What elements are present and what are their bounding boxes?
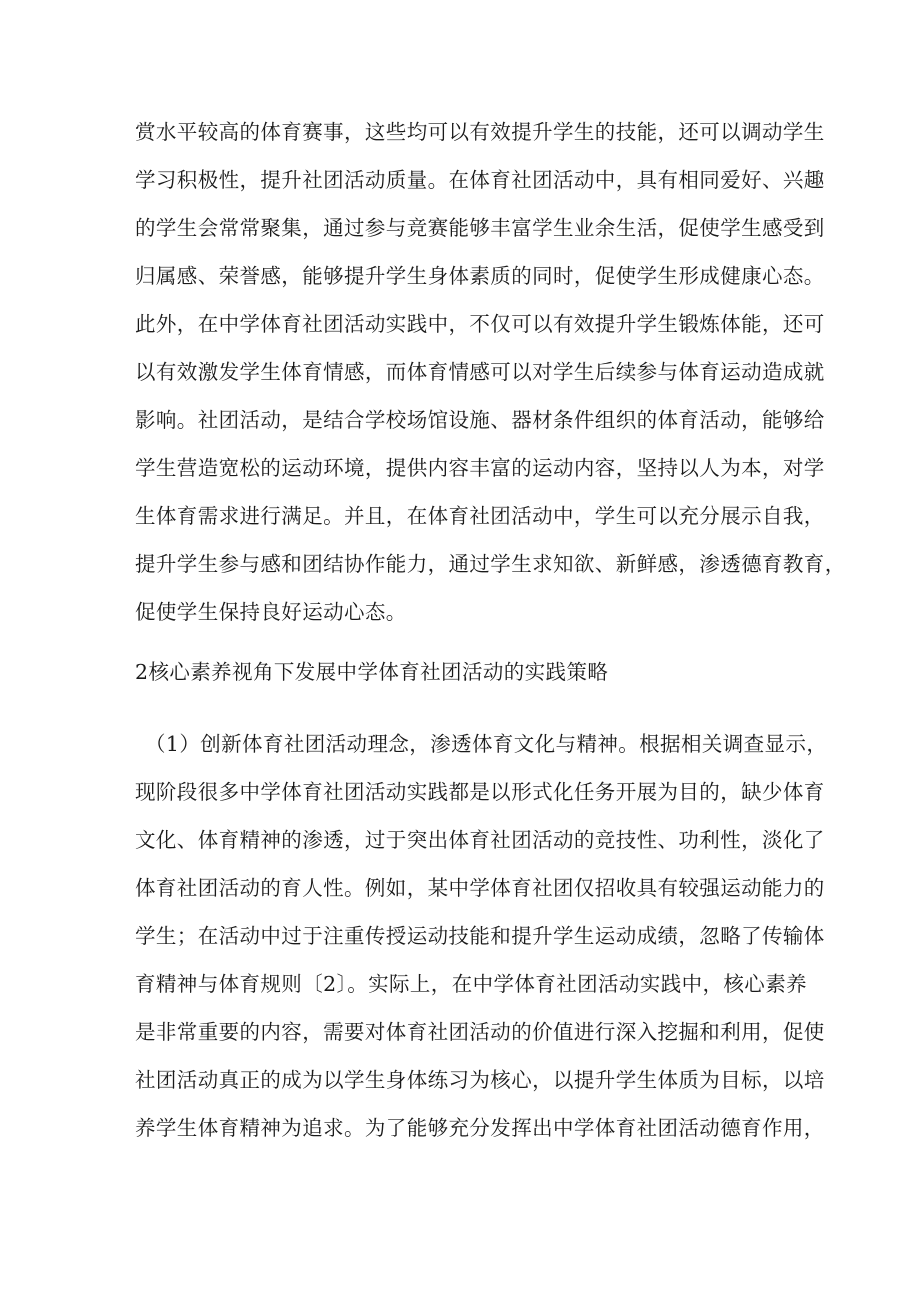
paragraph1-line: 促使学生保持良好运动心态。 [135,600,407,624]
paragraph2-line: 学生；在活动中过于注重传授运动技能和提升学生运动成绩，忽略了传输体 [135,924,825,948]
paragraph1-line: 提升学生参与感和团结协作能力，通过学生求知欲、新鲜感，渗透德育教育， [135,552,846,576]
paragraph1-line: 学习积极性，提升社团活动质量。在体育社团活动中，具有相同爱好、兴趣 [135,168,825,192]
paragraph2-line: 养学生体育精神为追求。为了能够充分发挥出中学体育社团活动德育作用， [135,1116,825,1140]
paragraph1-line: 学生营造宽松的运动环境，提供内容丰富的运动内容，坚持以人为本，对学 [135,456,825,480]
paragraph1-line: 赏水平较高的体育赛事，这些均可以有效提升学生的技能，还可以调动学生 [135,120,825,144]
paragraph2-line: 体育社团活动的育人性。例如，某中学体育社团仅招收具有较强运动能力的 [135,876,825,900]
paragraph1-line: 生体育需求进行满足。并且，在体育社团活动中，学生可以充分展示自我， [135,504,825,528]
paragraph2-line: 社团活动真正的成为以学生身体练习为核心，以提升学生体质为目标，以培 [135,1068,825,1092]
paragraph1-line: 的学生会常常聚集，通过参与竞赛能够丰富学生业余生活，促使学生感受到 [135,216,825,240]
paragraph2-line: 文化、体育精神的渗透，过于突出体育社团活动的竞技性、功利性，淡化了 [135,828,825,852]
paragraph2-line: 育精神与体育规则〔2〕。实际上，在中学体育社团活动实践中，核心素养 [135,972,807,996]
paragraph1-line: 此外，在中学体育社团活动实践中，不仅可以有效提升学生锻炼体能，还可 [135,312,825,336]
paragraph1-line: 归属感、荣誉感，能够提升学生身体素质的同时，促使学生形成健康心态。 [135,264,825,288]
paragraph2-line: 现阶段很多中学体育社团活动实践都是以形式化任务开展为目的，缺少体育 [135,780,825,804]
paragraph1-line: 以有效激发学生体育情感，而体育情感可以对学生后续参与体育运动造成就 [135,360,825,384]
paragraph2-line: （1）创新体育社团活动理念，渗透体育文化与精神。根据相关调查显示， [145,732,828,756]
paragraph1-line: 影响。社团活动，是结合学校场馆设施、器材条件组织的体育活动，能够给 [135,408,825,432]
paragraph2-line: 是非常重要的内容，需要对体育社团活动的价值进行深入挖掘和利用，促使 [135,1020,825,1044]
section-heading: 2核心素养视角下发展中学体育社团活动的实践策略 [135,660,609,684]
